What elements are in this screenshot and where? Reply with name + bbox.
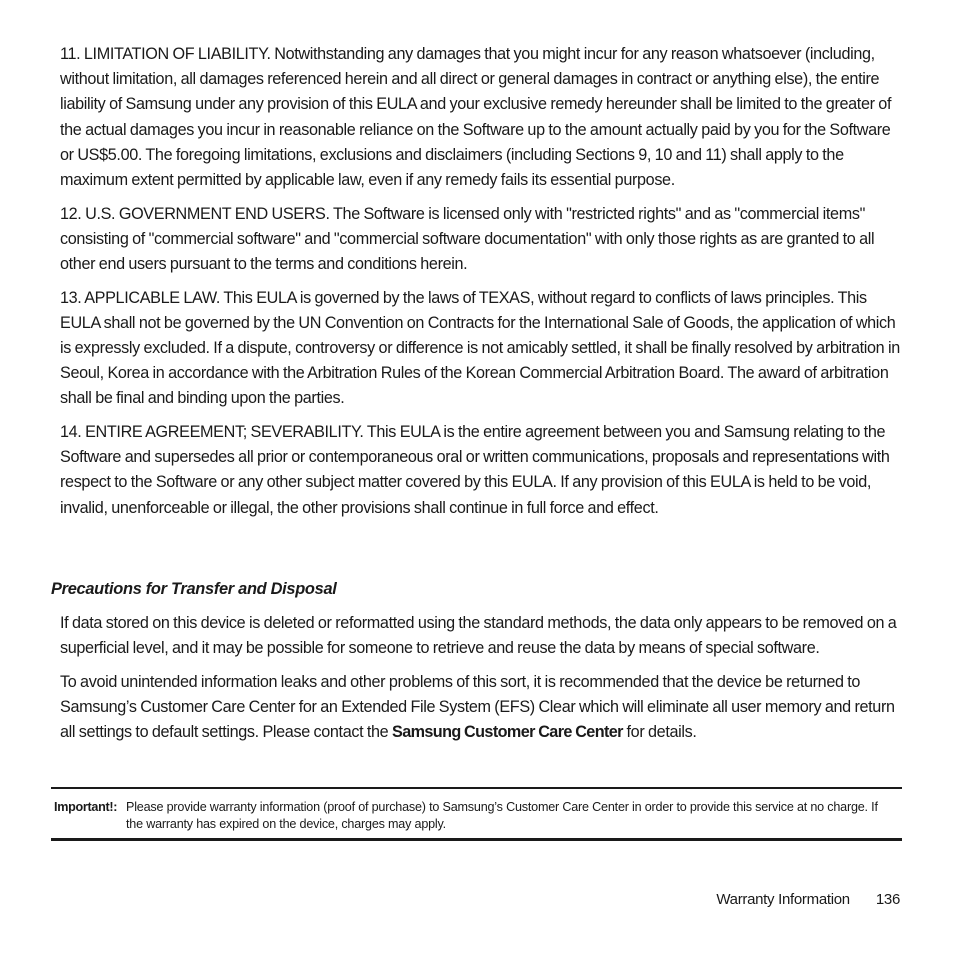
footer-section-title: Warranty Information: [716, 891, 850, 908]
precautions-body: [60, 611, 902, 754]
important-note: [51, 787, 902, 841]
clause-13-applicable-law: 13. APPLICABLE LAW. This EULA is governed by the laws of TEXAS, without regard to conflicts of laws principles. This EULA shall not be governed by the UN Convention on Contracts for the International Sale of Goods, the application of which is expressly excluded. If a dispute, controversy or difference is not amicably settled, it shall be finally resolved by arbitration in Seoul, Korea in accordance with the Arbitration Rules of the Korean Commercial Arbitration Board. The award of arbitration shall be final and binding upon the parties.: [60, 288, 900, 408]
paragraph-2-text-before: To avoid unintended information leaks and other problems of this sort, it is recommended that the device be returned to Samsung’s Customer Care Center for an Extended File System (EFS) Clear which will eliminate all user memory and return all settings to default settings. Please contact the: [60, 672, 895, 742]
clause-11-liability: 11. LIMITATION OF LIABILITY. Notwithstanding any damages that you might incur for any reason whatsoever (including, without limitation, all damages referenced herein and all direct or general damages in contract or anything else), the entire liability of Samsung under any provision of this EULA and your exclusive remedy hereunder shall be limited to the greater of the actual damages you incur in reasonable reliance on the Software up to the amount actually paid by you for the Software or US$5.00. The foregoing limitations, exclusions and disclaimers (including Sections 9, 10 and 11) shall apply to the maximum extent permitted by applicable law, even if any remedy fails its essential purpose.: [60, 45, 892, 190]
clause-14-entire-agreement: 14. ENTIRE AGREEMENT; SEVERABILITY. This EULA is the entire agreement between you and Samsung relating to the Software and supersedes all prior or contemporaneous oral or written communications, proposals and representations with respect to the Software or any other subject matter covered by this EULA. If any provision of this EULA is held to be void, invalid, unenforceable or illegal, the other provisions shall continue in full force and effect.: [60, 423, 890, 517]
page-footer: [716, 889, 900, 911]
important-label: Important!:: [54, 800, 118, 814]
eula-clauses: [60, 42, 902, 529]
paragraph-2-text-after: for details.: [622, 723, 697, 742]
page-number: 136: [875, 891, 900, 908]
clause-12-government-users: 12. U.S. GOVERNMENT END USERS. The Software is licensed only with "restricted rights" and as "commercial items" consisting of "commercial software" and "commercial software documentation" with only those rights as are granted to all other end users pursuant to the terms and conditions herein.: [60, 204, 875, 274]
important-note-text: Please provide warranty information (proof of purchase) to Samsung’s Customer Care Center in order to provide this service at no charge. If the warranty has expired on the device, charges may apply.: [126, 800, 878, 831]
customer-care-center-reference: Samsung Customer Care Center: [392, 723, 623, 742]
section-heading: Precautions for Transfer and Disposal: [51, 580, 337, 598]
precautions-paragraph-2: [60, 670, 902, 746]
precautions-paragraph-1: If data stored on this device is deleted or reformatted using the standard methods, the data only appears to be removed on a superficial level, and it may be possible for someone to retrieve and reuse the data by means of special software.: [60, 614, 897, 658]
